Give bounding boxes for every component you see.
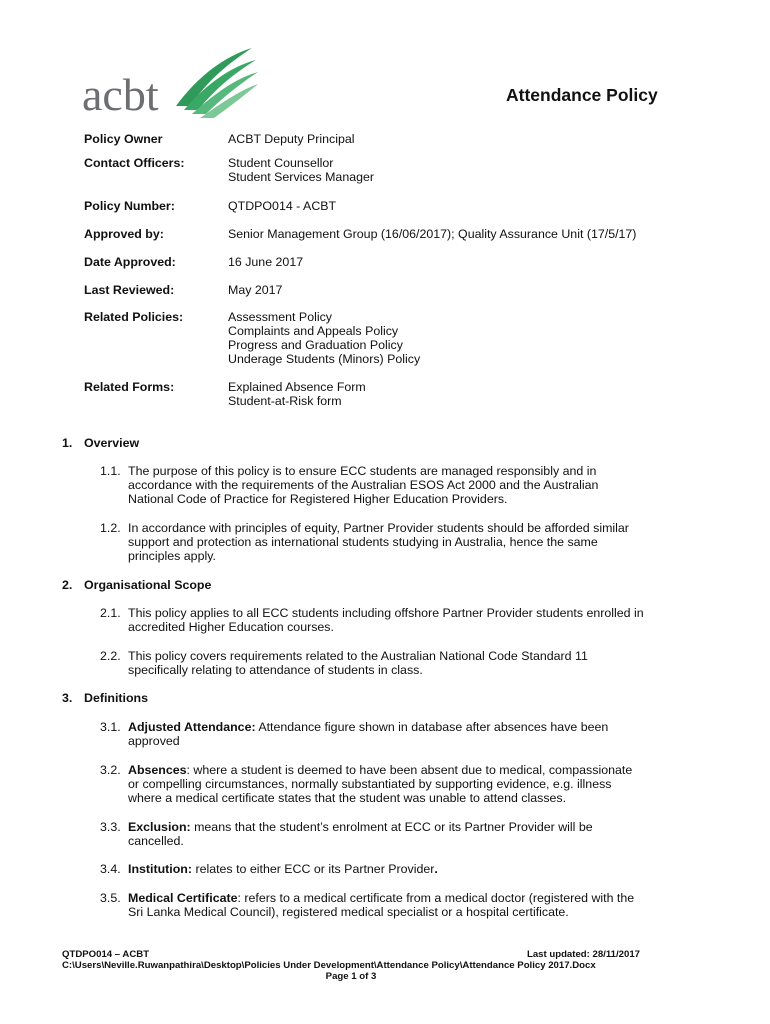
definition-term: Medical Certificate	[128, 891, 238, 905]
footer-doc-id: QTDPO014 – ACBT	[62, 949, 150, 960]
section-title: Definitions	[84, 691, 149, 705]
clause-text: Exclusion: means that the student’s enrolment at ECC or its Partner Provider will be cancelled.	[128, 820, 593, 848]
clause-number: 3.1.	[100, 720, 121, 734]
clause-number: 2.1.	[100, 606, 121, 620]
meta-value: May 2017	[228, 283, 283, 297]
meta-label: Policy Owner	[84, 132, 163, 146]
section-title: Overview	[84, 436, 140, 450]
clause-number: 3.3.	[100, 820, 121, 834]
definition-term: Absences	[128, 763, 187, 777]
meta-value: Senior Management Group (16/06/2017); Quality Assurance Unit (17/5/17)	[228, 227, 637, 241]
clause-number: 2.2.	[100, 649, 121, 663]
clause-number: 1.2.	[100, 521, 121, 535]
clause-text: This policy applies to all ECC students including offshore Partner Provider students enrolled in accredited Higher Education courses.	[128, 606, 644, 634]
meta-label: Contact Officers:	[84, 156, 185, 170]
clause-text: The purpose of this policy is to ensure ECC students are managed responsibly and in accordance with the requirements of the Australian ESOS Act 2000 and the Australian National Code of Practice for Registered Higher Education Providers.	[128, 464, 599, 506]
clause-text: Institution: relates to either ECC or its Partner Provider.	[128, 862, 438, 876]
swoosh-icon	[176, 48, 258, 118]
definition-term: Adjusted Attendance:	[128, 720, 256, 734]
meta-label: Approved by:	[84, 227, 164, 241]
definition-term: Exclusion:	[128, 820, 191, 834]
meta-value: QTDPO014 - ACBT	[228, 199, 337, 213]
meta-value: Assessment Policy Complaints and Appeals Policy Progress and Graduation Policy Underage Students (Minors) Policy	[228, 310, 421, 366]
clause-text: Absences: where a student is deemed to have been absent due to medical, compassionate or compelling circumstances, normally substantiated by supporting evidence, e.g. illness where a medical certificate states that the student was unable to attend classes.	[128, 763, 633, 805]
clause-number: 1.1.	[100, 464, 121, 478]
meta-label: Related Forms:	[84, 380, 175, 394]
meta-label: Related Policies:	[84, 310, 184, 324]
clause-text: Medical Certificate: refers to a medical certificate from a medical doctor (registered with the Sri Lanka Medical Council), registered medical specialist or a hospital certificate.	[128, 891, 635, 919]
section-number: 3.	[62, 691, 73, 705]
clause-text: This policy covers requirements related to the Australian National Code Standard 11 specifically relating to attendance of students in class.	[128, 649, 588, 677]
meta-label: Date Approved:	[84, 255, 176, 269]
clause-number: 3.4.	[100, 862, 121, 876]
section-number: 2.	[62, 578, 73, 592]
clause-text: In accordance with principles of equity, Partner Provider students should be afforded similar support and protection as international students studying in Australia, hence the same principles apply.	[128, 521, 629, 563]
footer-last-updated: Last updated: 28/11/2017	[526, 949, 640, 960]
meta-value: Student Counsellor Student Services Manager	[228, 156, 375, 184]
acbt-logo	[80, 46, 260, 122]
section-title: Organisational Scope	[84, 578, 212, 592]
meta-value: 16 June 2017	[228, 255, 304, 269]
meta-label: Policy Number:	[84, 199, 175, 213]
logo-text: acbt	[82, 69, 159, 120]
meta-value: Explained Absence Form Student-at-Risk form	[228, 380, 366, 408]
meta-value: ACBT Deputy Principal	[228, 132, 355, 146]
document-title: Attendance Policy	[506, 85, 658, 105]
meta-label: Last Reviewed:	[84, 283, 175, 297]
footer-file-path: C:\Users\Neville.Ruwanpathira\Desktop\Policies Under Development\Attendance Policy\Attendance Policy 2017.Docx	[62, 960, 596, 971]
clause-text: Adjusted Attendance: Attendance figure shown in database after absences have been approved	[128, 720, 609, 748]
definition-term: Institution:	[128, 862, 192, 876]
footer-page-number: Page 1 of 3	[325, 971, 377, 982]
clause-number: 3.2.	[100, 763, 121, 777]
section-number: 1.	[62, 436, 73, 450]
clause-number: 3.5.	[100, 891, 121, 905]
